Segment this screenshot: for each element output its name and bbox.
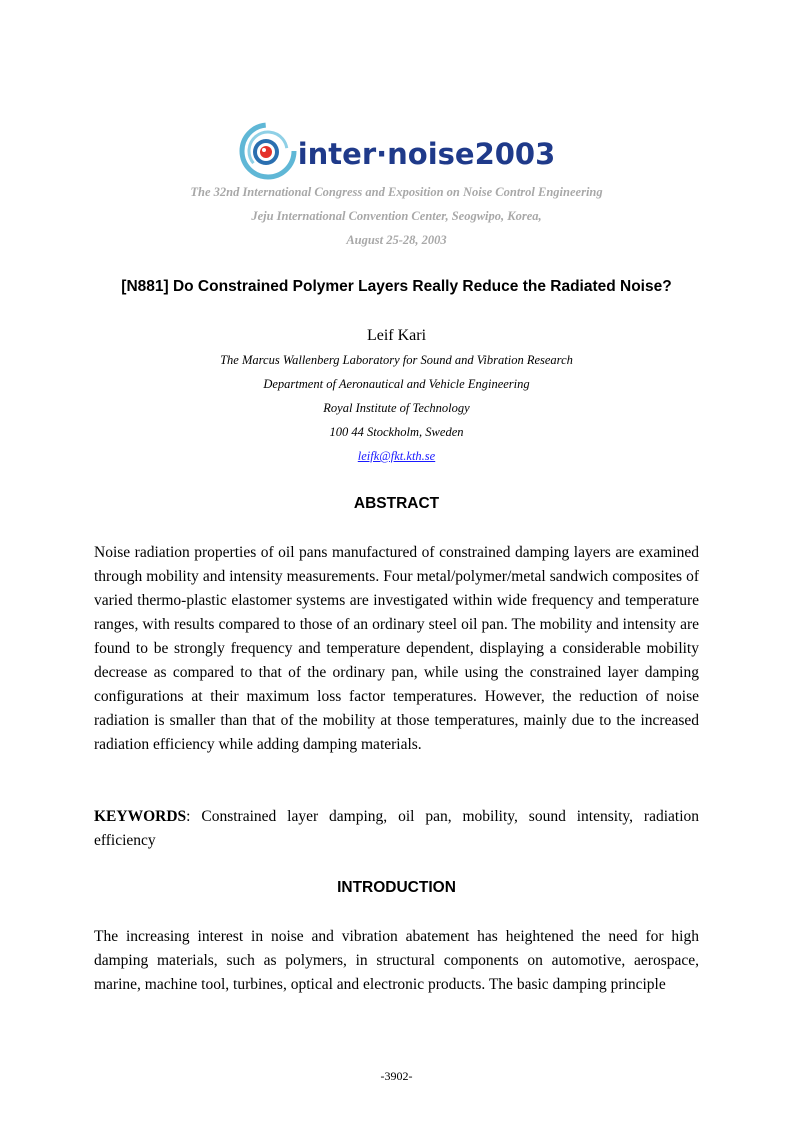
abstract-heading: ABSTRACT: [353, 495, 440, 512]
affiliation-institute: Royal Institute of Technology: [323, 401, 470, 415]
affiliation-lab: The Marcus Wallenberg Laboratory for Sound and Vibration Research: [220, 353, 573, 367]
page-number: -3902-: [380, 1069, 413, 1083]
introduction-text: The increasing interest in noise and vibration abatement has heightened the need for high damping materials, such as polymers, in structural components on automotive, aerospace, marine, machine tool, turbines, optical and electronic products. The basic damping principle: [94, 928, 699, 993]
keywords-label: KEYWORDS: [94, 808, 187, 825]
keywords-text: : Constrained layer damping, oil pan, mobility, sound intensity, radiation efficiency: [94, 808, 699, 849]
conference-venue: Jeju International Convention Center, Seogwipo, Korea,: [251, 209, 542, 223]
conference-name: The 32nd International Congress and Exposition on Noise Control Engineering: [190, 185, 603, 199]
affiliation-address: 100 44 Stockholm, Sweden: [329, 425, 464, 439]
conference-logo: [0, 118, 793, 184]
abstract-text: Noise radiation properties of oil pans manufactured of constrained damping layers are examined through mobility and intensity measurements. Four metal/polymer/metal sandwich composites of varied thermo-plastic elastomer systems are investigated within wide frequency and temperature ranges, with results compared to those of an ordinary steel oil pan. The mobility and intensity are found to be strongly frequency and temperature dependent, displaying a considerable mobility decrease as compared to that of the ordinary pan, while using the constrained layer damping configurations at their maximum loss factor temperatures. However, the reduction of noise radiation is smaller than that of the mobility at those temperatures, mainly due to the increased radiation efficiency while adding damping materials.: [94, 544, 699, 753]
affiliation-department: Department of Aeronautical and Vehicle Engineering: [263, 377, 530, 391]
introduction-heading: INTRODUCTION: [337, 879, 456, 896]
logo-wordmark: inter·noise2003: [297, 136, 556, 171]
swirl-logo-icon: [238, 121, 298, 181]
author-email: [0, 449, 793, 464]
keywords-paragraph: [94, 805, 699, 853]
email-link[interactable]: leifk@fkt.kth.se: [357, 449, 436, 463]
author-name: Leif Kari: [366, 327, 427, 344]
conference-dates: August 25-28, 2003: [346, 233, 447, 247]
paper-title: [N881] Do Constrained Polymer Layers Really Reduce the Radiated Noise?: [121, 278, 672, 295]
